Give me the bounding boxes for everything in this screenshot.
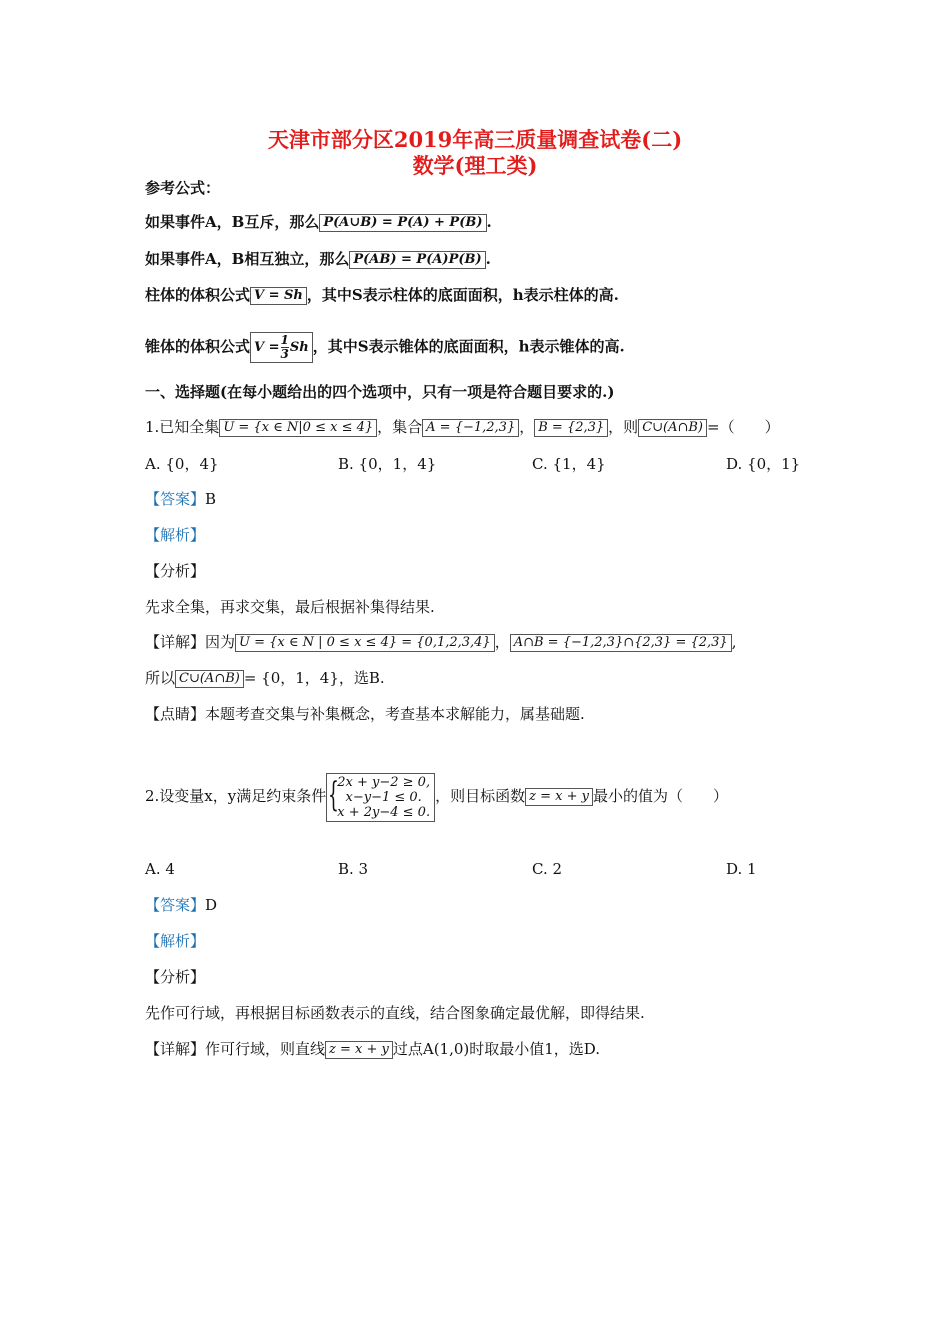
q2-detail: 【详解】作可行域，则直线 z = x + y 过点A(1,0)时取最小值1，选D. <box>145 1040 601 1058</box>
q1-option-d: D. {0，1} <box>726 455 801 473</box>
doc-title: 天津市部分区2019年高三质量调查试卷(二) <box>267 127 683 152</box>
q1-conclusion: 所以 C∪(A∩B) = {0，1，4}，选B. <box>145 669 385 687</box>
math-formula: P(AB) = P(A)P(B) <box>349 251 485 269</box>
math-formula: z = x + y <box>325 1041 393 1059</box>
section-heading: 一、选择题(在每小题给出的四个选项中，只有一项是符合题目要求的.) <box>145 383 615 401</box>
math-formula: U = {x ∈ N | 0 ≤ x ≤ 4} = {0,1,2,3,4} <box>235 634 495 652</box>
formula-2: 如果事件A，B相互独立，那么 P(AB) = P(A)P(B) . <box>145 250 491 268</box>
math-formula: z = x + y <box>525 788 593 806</box>
formula-3: 柱体的体积公式 V = Sh ，其中S表示柱体的底面面积，h表示柱体的高. <box>145 286 619 304</box>
brace-icon: { <box>328 774 340 815</box>
q1-comment: 【点睛】本题考查交集与补集概念，考查基本求解能力，属基础题. <box>145 705 585 723</box>
q1-stem: 1.已知全集 U = {x ∈ N|0 ≤ x ≤ 4} ，集合 A = {−1,2,3} ， B = {2,3} ，则 C∪(A∩B) =（ ） <box>145 418 780 436</box>
q1-option-c: C. {1，4} <box>532 455 606 473</box>
math-formula: C∪(A∩B) <box>638 419 707 437</box>
math-formula: V = $\frac{1}{3}$ Sh <box>250 332 313 363</box>
q1-fenxi-tag: 【分析】 <box>145 562 206 580</box>
q2-option-d: D. 1 <box>726 860 757 878</box>
doc-subtitle: 数学(理工类) <box>412 153 538 178</box>
formula-heading: 参考公式： <box>145 179 221 197</box>
q1-option-b: B. {0，1，4} <box>338 455 437 473</box>
q2-jiexi: 【解析】 <box>145 932 206 950</box>
math-formula: A = {−1,2,3} <box>422 419 519 437</box>
formula-1: 如果事件A，B互斥，那么 P(A∪B) = P(A) + P(B) . <box>145 213 492 231</box>
q1-answer: 【答案】B <box>145 490 217 508</box>
q1-jiexi: 【解析】 <box>145 526 206 544</box>
math-formula: C∪(A∩B) <box>175 670 244 688</box>
math-formula: V = Sh <box>250 287 307 305</box>
q2-option-a: A. 4 <box>145 860 175 878</box>
constraint-system: { 2x + y−2 ≥ 0, x−y−1 ≤ 0. x + 2y−4 ≤ 0. <box>326 773 435 822</box>
q2-option-c: C. 2 <box>532 860 563 878</box>
q1-option-a: A. {0，4} <box>145 455 219 473</box>
formula-4: 锥体的体积公式 V = $\frac{1}{3}$ Sh ，其中S表示锥体的底面面积，h表示锥体的高. <box>145 333 625 361</box>
q2-fenxi: 先作可行域，再根据目标函数表示的直线，结合图象确定最优解，即得结果. <box>145 1004 645 1022</box>
q2-answer: 【答案】D <box>145 896 218 914</box>
q2-fenxi-tag: 【分析】 <box>145 968 206 986</box>
math-formula: A∩B = {−1,2,3}∩{2,3} = {2,3} <box>510 634 732 652</box>
fraction: $\frac{1}{3}$ <box>280 333 289 361</box>
q2-option-b: B. 3 <box>338 860 369 878</box>
q1-detail: 【详解】因为 U = {x ∈ N | 0 ≤ x ≤ 4} = {0,1,2,3,4} ， A∩B = {−1,2,3}∩{2,3} = {2,3} , <box>145 633 737 651</box>
math-formula: U = {x ∈ N|0 ≤ x ≤ 4} <box>219 419 377 437</box>
math-formula: P(A∪B) = P(A) + P(B) <box>319 214 486 232</box>
math-formula: B = {2,3} <box>534 419 608 437</box>
q2-stem: 2.设变量x，y满足约束条件 { 2x + y−2 ≥ 0, x−y−1 ≤ 0. x + 2y−4 ≤ 0. ，则目标函数 z = x + y 最小的值为（ ） <box>145 774 728 820</box>
q1-fenxi: 先求全集，再求交集，最后根据补集得结果. <box>145 598 435 616</box>
